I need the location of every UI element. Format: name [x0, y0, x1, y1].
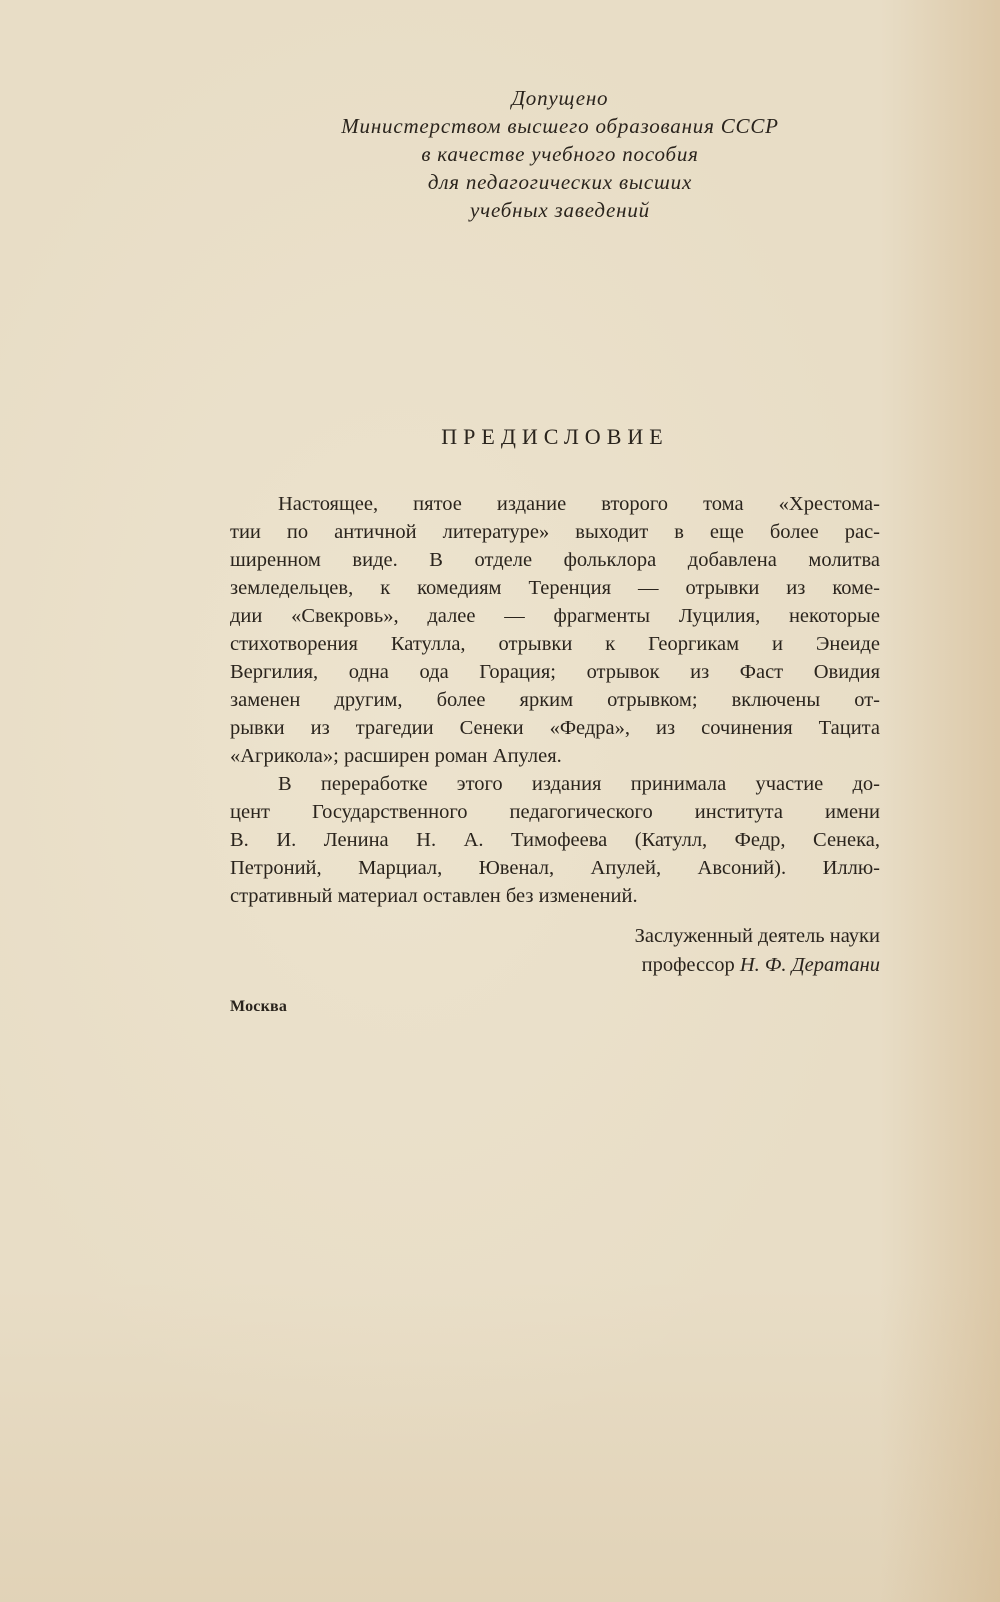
- paragraph-line: В переработке этого издания принимала участие до-: [278, 773, 880, 795]
- paragraph-line: стративный материал оставлен без изменений.: [230, 885, 638, 907]
- paragraph-line: тии по античной литературе» выходит в еще более рас-: [230, 521, 880, 543]
- paragraph-line: дии «Свекровь», далее — фрагменты Луцилия, некоторые: [230, 605, 880, 627]
- preface-text: [230, 490, 880, 910]
- paragraph-line: «Агрикола»; расширен роман Апулея.: [230, 745, 562, 767]
- paragraph-line: Петроний, Марциал, Ювенал, Апулей, Авсоний). Иллю-: [230, 857, 880, 879]
- paragraph-line: В. И. Ленина Н. А. Тимофеева (Катулл, Федр, Сенека,: [230, 829, 880, 851]
- page-title: ПРЕДИСЛОВИЕ: [441, 424, 669, 449]
- paragraph-line: Настоящее, пятое издание второго тома «Хрестома-: [278, 493, 880, 515]
- publication-city: Москва: [230, 998, 288, 1015]
- signature-prefix: профессор: [641, 954, 735, 976]
- paragraph-line: земледельцев, к комедиям Теренция — отрывки из коме-: [230, 577, 880, 599]
- approval-statement: [250, 84, 870, 224]
- paragraph-line: рывки из трагедии Сенеки «Федра», из сочинения Тацита: [230, 717, 880, 739]
- paragraph-line: цент Государственного педагогического института имени: [230, 801, 880, 823]
- paragraph-line: ширенном виде. В отделе фольклора добавлена молитва: [230, 549, 880, 571]
- approval-line: в качестве учебного пособия: [421, 142, 699, 166]
- signature-name-line: [430, 951, 880, 980]
- paragraph-line: Вергилия, одна ода Горация; отрывок из Фаст Овидия: [230, 661, 880, 683]
- paragraph-line: заменен другим, более ярким отрывком; включены от-: [230, 689, 880, 711]
- approval-line: для педагогических высших: [427, 170, 693, 194]
- signature-author: Н. Ф. Дератани: [739, 954, 880, 976]
- paragraph-line: стихотворения Катулла, отрывки к Георгикам и Энеиде: [230, 633, 880, 655]
- approval-line: Допущено: [511, 86, 609, 110]
- signature-block: [430, 922, 880, 980]
- approval-line: Министерством высшего образования СССР: [341, 114, 779, 138]
- signature-title: Заслуженный деятель науки: [634, 925, 880, 947]
- approval-line: учебных заведений: [470, 198, 650, 222]
